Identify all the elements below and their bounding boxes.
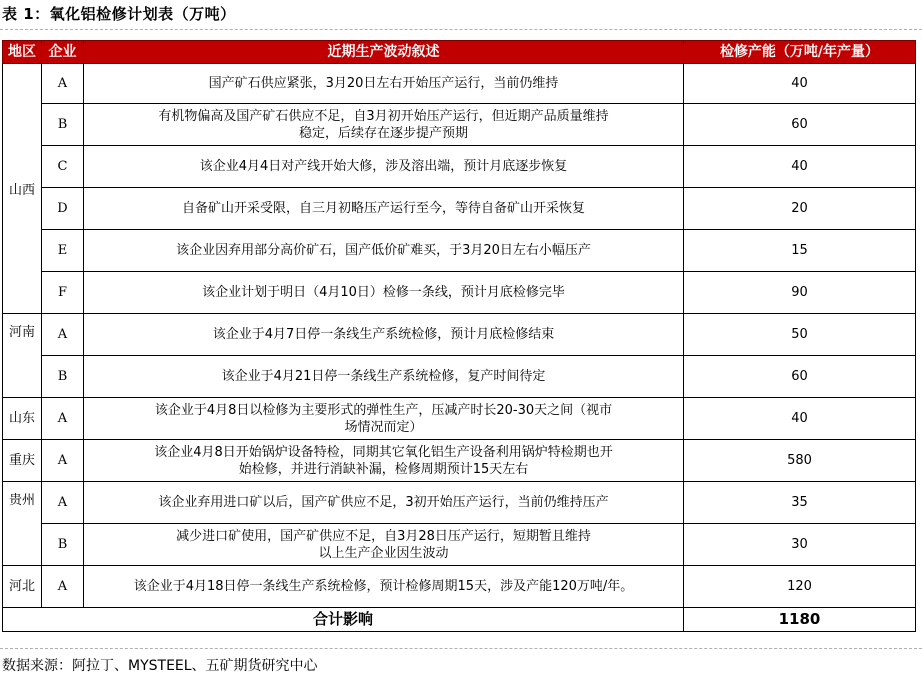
company-cell: B bbox=[42, 356, 84, 398]
table-row bbox=[3, 356, 916, 398]
description-line: 国产矿石供应紧张，3月20日左右开始压产运行，当前仍维持 bbox=[208, 76, 559, 91]
table-row bbox=[3, 146, 916, 188]
header-description: 近期生产波动叙述 bbox=[84, 41, 684, 64]
table-header-row bbox=[3, 41, 916, 64]
description-cell bbox=[84, 146, 684, 188]
maintenance-table bbox=[2, 40, 916, 632]
description-line: 该企业计划于明日（4月10日）检修一条线，预计月底检修完毕 bbox=[202, 285, 565, 300]
table-title: 表 1：氧化铝检修计划表（万吨） bbox=[2, 5, 236, 23]
description-line: 该企业4月8日开始锅炉设备特检，同期其它氧化铝生产设备利用锅炉特检期也开 bbox=[154, 444, 613, 460]
source-divider bbox=[0, 648, 922, 649]
total-row bbox=[3, 608, 916, 632]
capacity-cell: 90 bbox=[684, 272, 916, 314]
description-line: 该企业于4月8日以检修为主要形式的弹性生产，压减产时长20-30天之间（视市 bbox=[154, 402, 613, 418]
description-line: 自备矿山开采受限，自三月初略压产运行至今，等待自备矿山开采恢复 bbox=[181, 201, 585, 216]
capacity-cell: 40 bbox=[684, 398, 916, 440]
company-cell: C bbox=[42, 146, 84, 188]
table-row bbox=[3, 64, 916, 104]
region-cell: 贵州 bbox=[3, 482, 42, 566]
description-line: 减少进口矿使用，国产矿供应不足，自3月28日压产运行，短期暂且维持 bbox=[176, 528, 591, 544]
region-cell: 山东 bbox=[3, 398, 42, 440]
description-cell bbox=[84, 398, 684, 440]
region-cell: 重庆 bbox=[3, 440, 42, 482]
company-cell: A bbox=[42, 398, 84, 440]
description-line: 该企业弃用进口矿以后，国产矿供应不足，3初开始压产运行，当前仍维持压产 bbox=[158, 495, 609, 510]
table-body bbox=[3, 64, 916, 608]
company-cell: A bbox=[42, 314, 84, 356]
table-row bbox=[3, 104, 916, 146]
capacity-cell: 30 bbox=[684, 524, 916, 566]
description-cell bbox=[84, 314, 684, 356]
table-row bbox=[3, 314, 916, 356]
description-line: 始检修，并进行消缺补漏，检修周期预计15天左右 bbox=[238, 461, 529, 477]
capacity-cell: 120 bbox=[684, 566, 916, 608]
table-row bbox=[3, 524, 916, 566]
description-line: 场情况而定） bbox=[344, 419, 423, 435]
description-line: 该企业于4月21日停一条线生产系统检修，复产时间待定 bbox=[221, 369, 546, 384]
description-cell bbox=[84, 524, 684, 566]
company-cell: E bbox=[42, 230, 84, 272]
capacity-cell: 40 bbox=[684, 64, 916, 104]
table-row bbox=[3, 398, 916, 440]
capacity-cell: 15 bbox=[684, 230, 916, 272]
description-cell bbox=[84, 440, 684, 482]
company-cell: F bbox=[42, 272, 84, 314]
header-company: 企业 bbox=[42, 41, 84, 64]
title-divider bbox=[0, 29, 922, 30]
source-note: 数据来源：阿拉丁、MYSTEEL、五矿期货研究中心 bbox=[2, 658, 318, 674]
region-cell: 河南 bbox=[3, 314, 42, 398]
company-cell: A bbox=[42, 566, 84, 608]
description-line: 该企业于4月7日停一条线生产系统检修，预计月底检修结束 bbox=[212, 327, 555, 342]
company-cell: A bbox=[42, 64, 84, 104]
capacity-cell: 40 bbox=[684, 146, 916, 188]
company-cell: A bbox=[42, 482, 84, 524]
table-row bbox=[3, 230, 916, 272]
description-line: 该企业4月4日对产线开始大修，涉及溶出端，预计月底逐步恢复 bbox=[199, 159, 568, 174]
capacity-cell: 50 bbox=[684, 314, 916, 356]
header-region: 地区 bbox=[3, 41, 42, 64]
description-cell bbox=[84, 64, 684, 104]
description-cell bbox=[84, 272, 684, 314]
table-row bbox=[3, 482, 916, 524]
header-capacity: 检修产能（万吨/年产量） bbox=[684, 41, 916, 64]
total-label: 合计影响 bbox=[3, 608, 684, 632]
capacity-cell: 20 bbox=[684, 188, 916, 230]
company-cell: A bbox=[42, 440, 84, 482]
description-line: 有机物偏高及国产矿石供应不足，自3月初开始压产运行，但近期产品质量维持 bbox=[158, 108, 609, 124]
description-cell bbox=[84, 104, 684, 146]
total-value: 1180 bbox=[684, 608, 916, 632]
company-cell: B bbox=[42, 104, 84, 146]
table-row bbox=[3, 440, 916, 482]
description-line: 稳定，后续存在逐步提产预期 bbox=[298, 125, 468, 141]
region-cell: 河北 bbox=[3, 566, 42, 608]
capacity-cell: 580 bbox=[684, 440, 916, 482]
description-line: 以上生产企业因生波动 bbox=[318, 545, 449, 561]
table-row bbox=[3, 566, 916, 608]
capacity-cell: 60 bbox=[684, 356, 916, 398]
table-row bbox=[3, 188, 916, 230]
description-cell bbox=[84, 356, 684, 398]
description-line: 该企业于4月18日停一条线生产系统检修，预计检修周期15天，涉及产能120万吨/年。 bbox=[133, 579, 634, 594]
description-cell bbox=[84, 188, 684, 230]
capacity-cell: 60 bbox=[684, 104, 916, 146]
region-cell: 山西 bbox=[3, 64, 42, 314]
description-line: 该企业因弃用部分高价矿石，国产低价矿难买，于3月20日左右小幅压产 bbox=[176, 243, 591, 258]
capacity-cell: 35 bbox=[684, 482, 916, 524]
company-cell: D bbox=[42, 188, 84, 230]
description-cell bbox=[84, 482, 684, 524]
table-row bbox=[3, 272, 916, 314]
description-cell bbox=[84, 566, 684, 608]
company-cell: B bbox=[42, 524, 84, 566]
description-cell bbox=[84, 230, 684, 272]
